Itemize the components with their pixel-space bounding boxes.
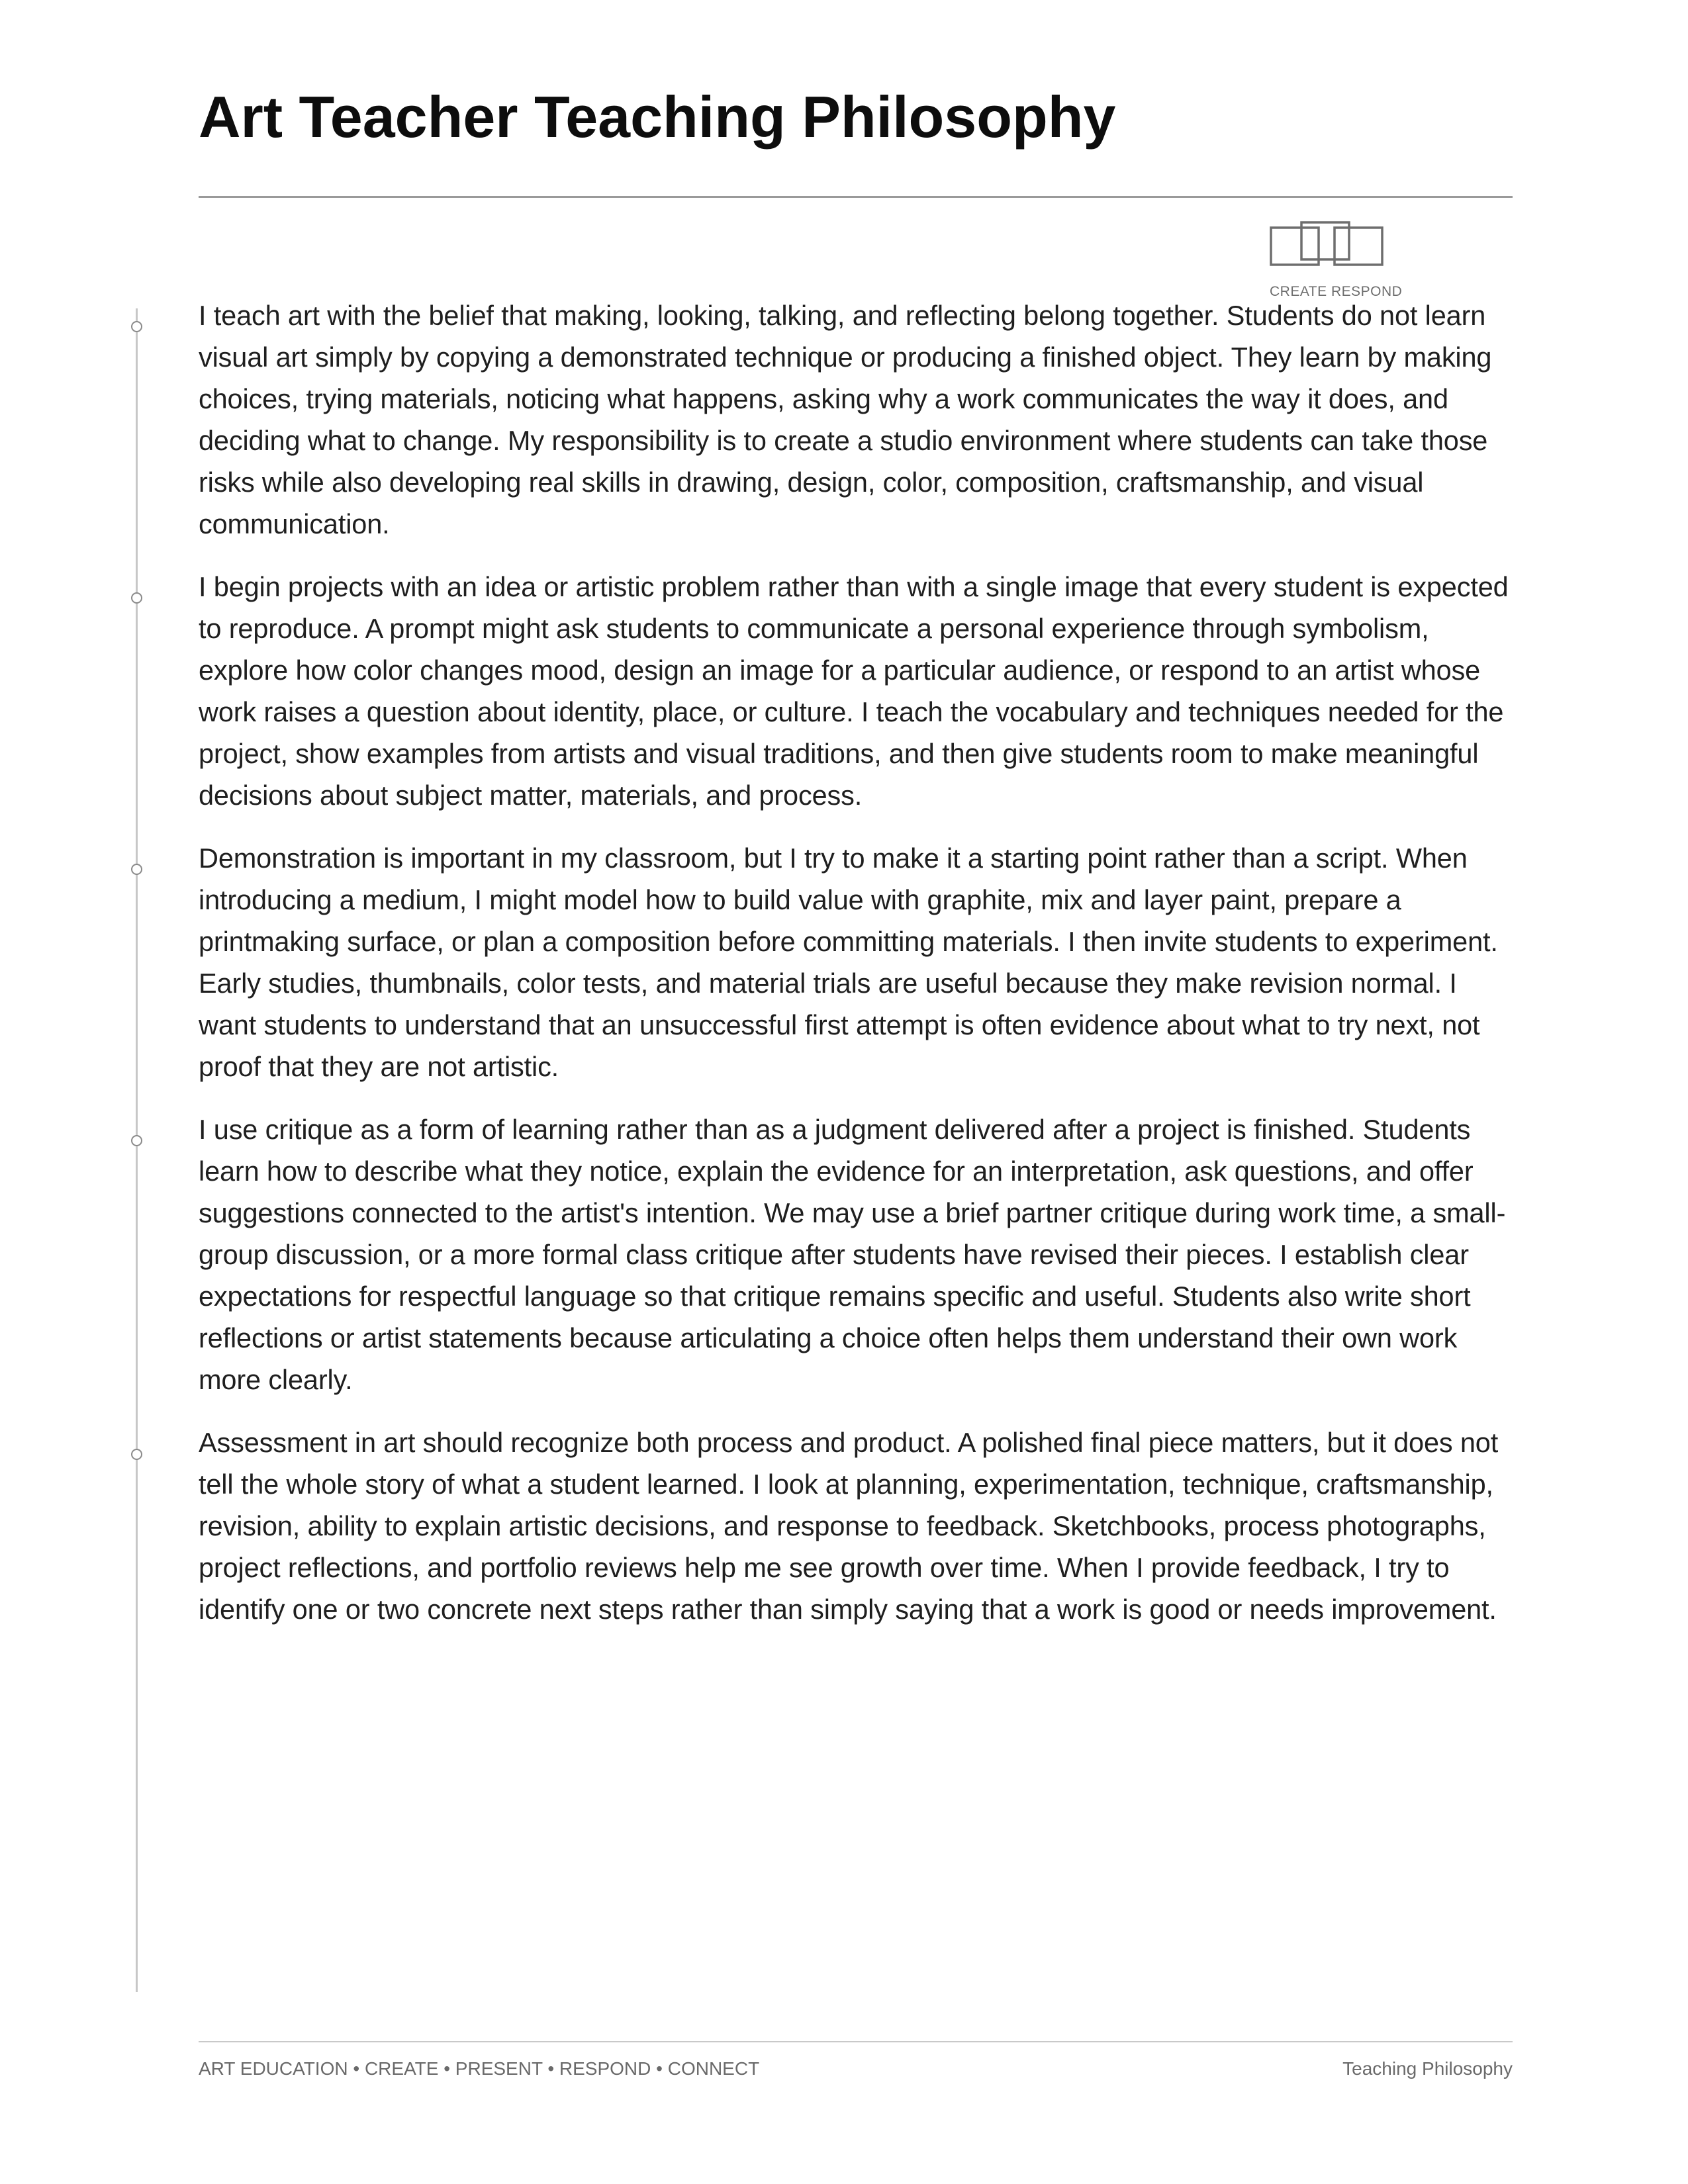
philosophy-body	[199, 295, 1517, 1651]
timeline-node	[131, 1449, 142, 1460]
timeline-node	[131, 864, 142, 875]
timeline-node	[131, 1135, 142, 1146]
title-divider	[199, 196, 1513, 198]
footer-document-label: Teaching Philosophy	[1342, 2058, 1513, 2079]
overlapping-frames-icon	[1268, 221, 1387, 274]
timeline-node	[131, 592, 142, 604]
paragraph: Assessment in art should recognize both process and product. A polished final piece matters, but it does not tell the whole story of what a student learned. I look at planning, experimentation, technique, craftsmanship, revision, ability to explain artistic decisions, and response to feedback. Sketchbooks, process photographs, project reflections, and portfolio reviews help me see growth over time. When I provide feedback, I try to identify one or two concrete next steps rather than simply saying that a work is good or needs improvement.	[199, 1427, 1499, 1625]
footer-divider	[199, 2041, 1513, 2042]
paragraph: I teach art with the belief that making, looking, talking, and reflecting belong together. Students do not learn visual art simply by copying a demonstrated technique or producing a finished object. They learn by making choices, trying materials, noticing what happens, asking why a work communicates the way it does, and deciding what to change. My responsibility is to create a studio environment where students can take those risks while also developing real skills in drawing, design, color, composition, craftsmanship, and visual communication.	[199, 300, 1492, 539]
logo-label: CREATE RESPOND	[1270, 284, 1403, 299]
timeline-node	[131, 321, 142, 332]
paragraph: I use critique as a form of learning rather than as a judgment delivered after a project is finished. Students learn how to describe what they notice, explain the evidence for an interpretation, ask questions, and offer suggestions connected to the artist's intention. We may use a brief partner critique during work time, a small-group discussion, or a more formal class critique after students have revised their pieces. I establish clear expectations for respectful language so that critique remains specific and useful. Students also write short reflections or artist statements because articulating a choice often helps them understand their own work more clearly.	[199, 1114, 1506, 1395]
footer-tagline: ART EDUCATION • CREATE • PRESENT • RESPOND • CONNECT	[199, 2058, 760, 2079]
timeline-line	[136, 308, 138, 1992]
create-respond-logo	[1268, 221, 1413, 300]
page-title: Art Teacher Teaching Philosophy	[199, 84, 1116, 150]
paragraph: Demonstration is important in my classroom, but I try to make it a starting point rather than a script. When introducing a medium, I might model how to build value with graphite, mix and layer paint, prepare a printmaking surface, or plan a composition before committing materials. I then invite students to experiment. Early studies, thumbnails, color tests, and material trials are useful because they make revision normal. I want students to understand that an unsuccessful first attempt is often evidence about what to try next, not proof that they are not artistic.	[199, 842, 1498, 1082]
paragraph: I begin projects with an idea or artistic problem rather than with a single image that every student is expected to reproduce. A prompt might ask students to communicate a personal experience through symbolism, explore how color changes mood, design an image for a particular audience, or respond to an artist whose work raises a question about identity, place, or culture. I teach the vocabulary and techniques needed for the project, show examples from artists and visual traditions, and then give students room to make meaningful decisions about subject matter, materials, and process.	[199, 571, 1509, 811]
